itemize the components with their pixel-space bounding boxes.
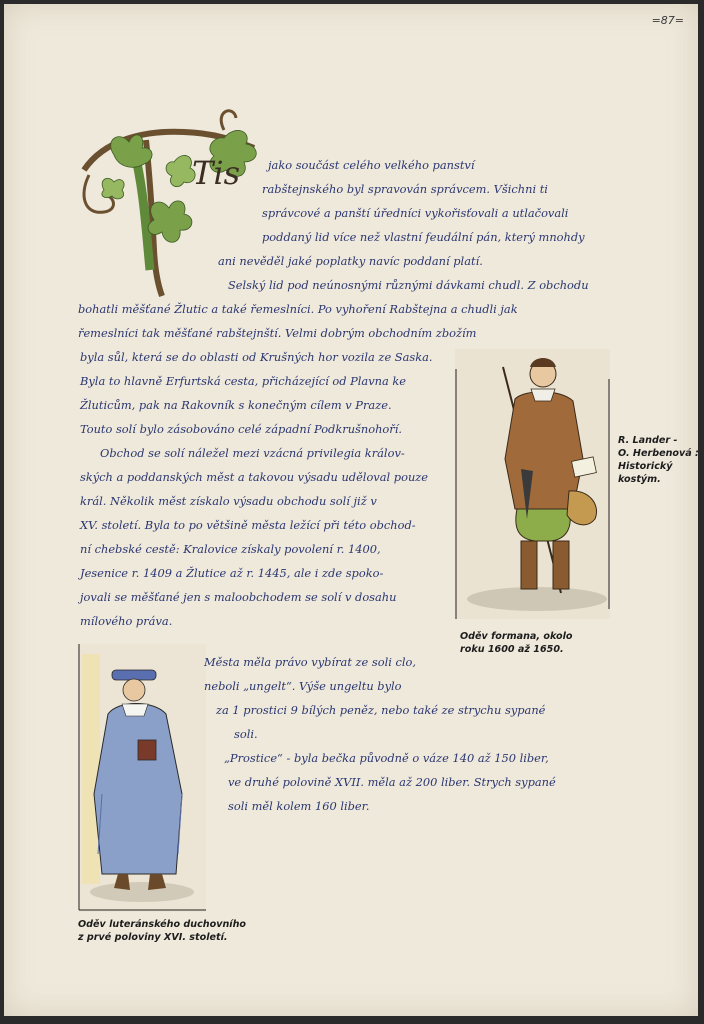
text-line: ských a poddanských měst a takovou výsadu uděloval pouze (80, 470, 429, 484)
lutheran-clergyman-illustration (78, 644, 206, 912)
text-line: bohatli měšťané Žlutic a také řemeslníci. Po vyhoření Rabštejna a chudli jak (78, 302, 518, 316)
text-line: XV. století. Byla to po většině města ležící při této obchod- (80, 518, 416, 532)
text-line: jovali se měšťané jen s maloobchodem se solí v dosahu (80, 590, 397, 604)
text-line: Žluticům, pak na Rakovník s konečným cílem v Praze. (80, 398, 392, 412)
figure2-caption: Oděv luteránského duchovního z prvé poloviny XVI. století. (78, 919, 246, 943)
text-line: ani nevěděl jaké poplatky navíc poddaní platí. (218, 254, 483, 268)
text-line: soli měl kolem 160 liber. (228, 799, 370, 813)
figure1-caption: Oděv formana, okolo roku 1600 až 1650. (460, 631, 573, 655)
text-line: Jesenice r. 1409 a Žlutice až r. 1445, ale i zde spoko- (80, 566, 384, 580)
text-line: Města měla právo vybírat ze soli clo, (204, 655, 416, 669)
text-line: rabštejnského byl spravován správcem. Všichni ti (262, 182, 548, 196)
text-line: Selský lid pod neúnosnými různými dávkami chudl. Z obchodu (228, 278, 589, 292)
text-line: soli. (234, 727, 258, 741)
text-line: ní chebské cestě: Kralovice získaly povolení r. 1400, (80, 542, 381, 556)
drop-cap-letters: Tis (192, 154, 240, 192)
text-line: správcové a panští úředníci vykořisťovali a utlačovali (262, 206, 569, 220)
text-line: mílového práva. (80, 614, 173, 628)
manuscript-page (4, 4, 698, 1016)
figure1-credit: R. Lander - O. Herbenová : Historický kostým. (618, 435, 699, 485)
carter-illustration (455, 349, 610, 619)
text-line: Obchod se solí náležel mezi vzácná privilegia králov- (100, 446, 405, 460)
page-number: =87= (651, 14, 684, 27)
text-line: Touto solí bylo zásobováno celé západní Podkrušnohoří. (80, 422, 402, 436)
text-line: ve druhé polovině XVII. měla až 200 liber. Strych sypané (228, 775, 556, 789)
text-line: byla sůl, která se do oblasti od Krušných hor vozila ze Saska. (80, 350, 433, 364)
text-line: poddaný lid více než vlastní feudální pán, který mnohdy (262, 230, 585, 244)
text-line: řemeslníci tak měšťané rabštejnští. Velmi dobrým obchodním zbožím (78, 326, 477, 340)
text-line: za 1 prostici 9 bílých peněz, nebo také ze strychu sypané (216, 703, 546, 717)
text-line: Byla to hlavně Erfurtská cesta, přicházející od Plavna ke (80, 374, 407, 388)
text-line: neboli „ungelt“. Výše ungeltu bylo (204, 679, 402, 693)
text-line: „Prostice“ - byla bečka původně o váze 140 až 150 liber, (224, 751, 549, 765)
text-line: král. Několik měst získalo výsadu obchodu solí již v (80, 494, 377, 508)
text-line: jako součást celého velkého panství (268, 158, 475, 172)
